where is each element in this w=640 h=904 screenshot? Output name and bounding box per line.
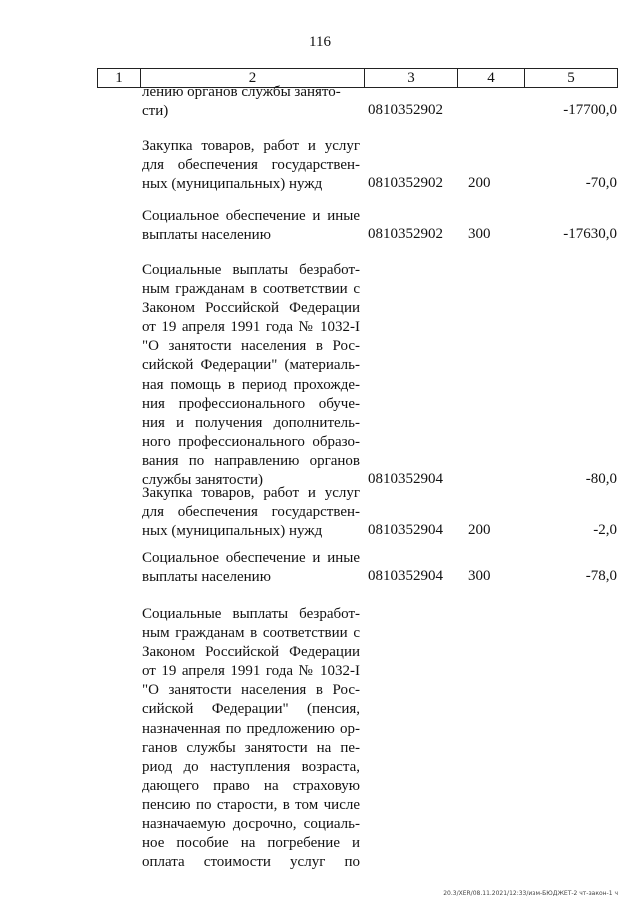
description-line: Закупка товаров, работ и услуг — [142, 485, 360, 501]
row-amount: -17630,0 — [563, 226, 617, 243]
description-line: лению органов службы занято- — [142, 84, 341, 100]
description-line: ное пособие на погребение и — [142, 835, 360, 852]
description-line: ного профессионального образо- — [142, 433, 360, 450]
description-line: назначенная по предложению ор- — [142, 720, 360, 737]
description-line: "О занятости населения в Рос- — [142, 338, 360, 355]
description-line: "О занятости населения в Рос- — [142, 682, 360, 699]
row-amount: -80,0 — [585, 471, 617, 488]
row-description — [142, 83, 360, 121]
row-code: 0810352902 — [368, 226, 443, 243]
description-line: пенсию по старости, в том числе — [142, 796, 360, 813]
description-line: сийской Федерации" (материаль- — [142, 357, 360, 374]
row-code: 0810352904 — [368, 522, 443, 539]
description-line: оплата стоимости услуг по — [142, 854, 360, 871]
description-line: вания по направлению органов — [142, 452, 360, 469]
description-line: ная помощь в период прохожде- — [142, 376, 360, 393]
page-number: 116 — [309, 34, 331, 50]
description-line: риод до наступления возраста, — [142, 758, 360, 775]
description-line: ных (муниципальных) нужд — [142, 523, 323, 540]
description-line: выплаты населению — [142, 227, 271, 244]
row-amount: -2,0 — [593, 522, 617, 539]
description-line: Закупка товаров, работ и услуг — [142, 138, 360, 154]
header-col-5: 5 — [524, 69, 617, 87]
description-line: от 19 апреля 1991 года № 1032-I — [142, 319, 360, 336]
description-line: от 19 апреля 1991 года № 1032-I — [142, 663, 360, 680]
description-line: Социальное обеспечение и иные — [142, 208, 360, 224]
row-description — [142, 605, 360, 872]
description-line: сти) — [142, 103, 169, 120]
row-expense-type: 300 — [468, 568, 491, 585]
row-description — [142, 137, 360, 194]
header-col-2: 2 — [140, 69, 364, 87]
description-line: ным гражданам в соответствии с — [142, 625, 360, 642]
description-line: службы занятости) — [142, 472, 264, 489]
row-code: 0810352904 — [368, 568, 443, 585]
row-code: 0810352902 — [368, 102, 443, 119]
description-line: ния профессионального обуче- — [142, 395, 360, 412]
row-description — [142, 261, 360, 490]
header-col-1: 1 — [115, 70, 123, 86]
row-expense-type: 200 — [468, 522, 491, 539]
row-code: 0810352904 — [368, 471, 443, 488]
description-line: дающего право на страховую — [142, 777, 360, 794]
document-footer-id: 20.3/ХЕR/08.11.2021/12:33/изм-БЮДЖЕТ-2 чт-закон-1 ч — [443, 890, 618, 897]
row-expense-type: 200 — [468, 175, 491, 192]
description-line: Социальные выплаты безработ- — [142, 606, 360, 622]
description-line: Законом Российской Федерации — [142, 300, 360, 317]
row-amount: -17700,0 — [563, 102, 617, 119]
description-line: для обеспечения государствен- — [142, 157, 360, 174]
description-line: Социальное обеспечение и иные — [142, 550, 360, 566]
description-line: Законом Российской Федерации — [142, 644, 360, 661]
description-line: сийской Федерации" (пенсия, — [142, 701, 360, 718]
row-description — [142, 549, 360, 587]
row-expense-type: 300 — [468, 226, 491, 243]
description-line: ганов службы занятости на пе- — [142, 739, 360, 756]
description-line: назначаемую досрочно, социаль- — [142, 816, 360, 833]
row-amount: -78,0 — [585, 568, 617, 585]
description-line: ния и получения дополнитель- — [142, 414, 360, 431]
row-description — [142, 207, 360, 245]
description-line: выплаты населению — [142, 569, 271, 586]
header-col-4: 4 — [457, 69, 524, 87]
description-line: ных (муниципальных) нужд — [142, 176, 323, 193]
description-line: Социальные выплаты безработ- — [142, 262, 360, 278]
header-col-3: 3 — [364, 69, 457, 87]
description-line: для обеспечения государствен- — [142, 504, 360, 521]
row-code: 0810352902 — [368, 175, 443, 192]
row-description — [142, 484, 360, 541]
row-amount: -70,0 — [585, 175, 617, 192]
description-line: ным гражданам в соответствии с — [142, 281, 360, 298]
